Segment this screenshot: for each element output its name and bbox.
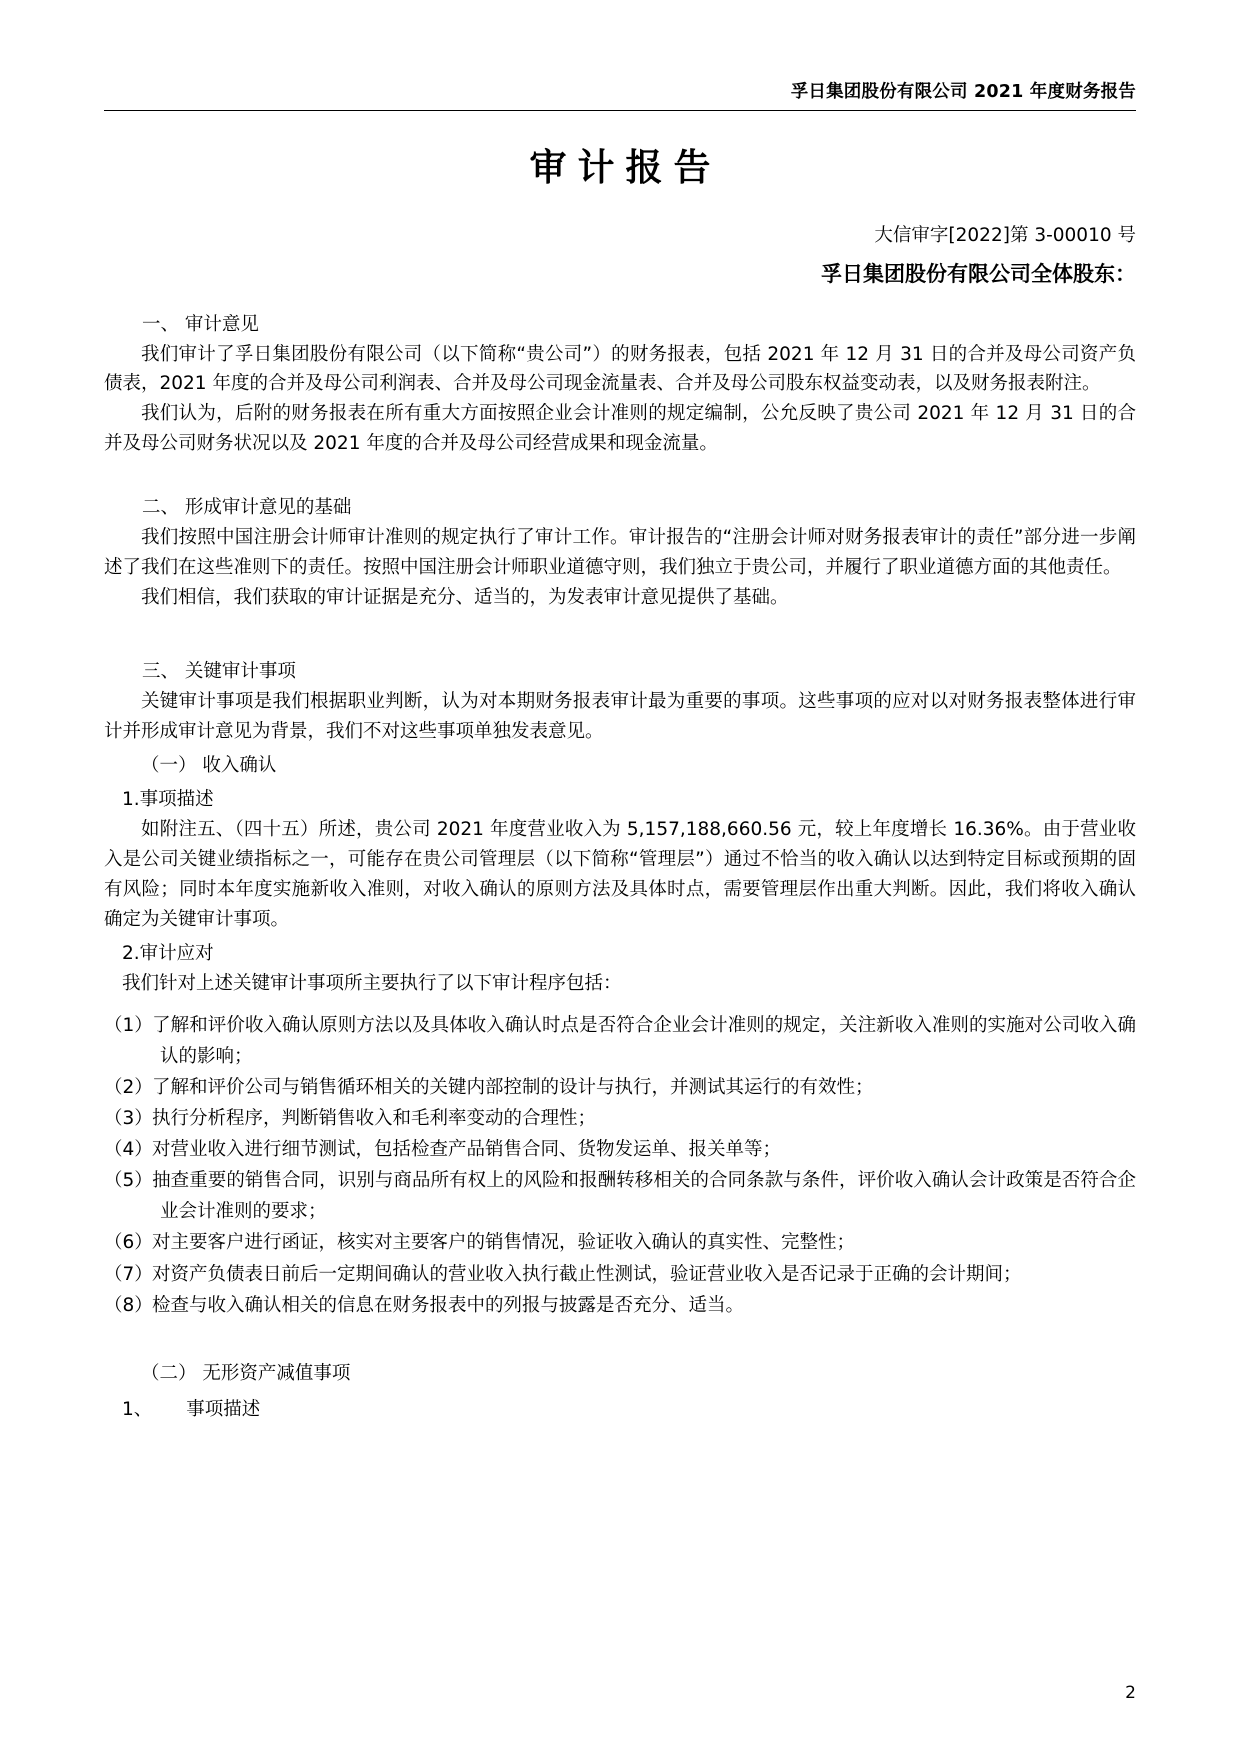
list-item-index: （7） [104, 1263, 153, 1285]
list-item-text: 检查与收入确认相关的信息在财务报表中的列报与披露是否充分、适当。 [152, 1294, 745, 1316]
list-item-index: （3） [104, 1108, 153, 1130]
matter-two-description-heading [104, 1395, 1136, 1425]
list-item-text: 对营业收入进行细节测试，包括检查产品销售合同、货物发运单、报关单等； [152, 1139, 782, 1161]
list-item-index: （1） [104, 1014, 153, 1036]
audit-procedure-list [104, 1010, 1136, 1321]
opinion-basis-paragraph-1: 我们按照中国注册会计师审计准则的规定执行了审计工作。审计报告的“注册会计师对财务报表审计的责任”部分进一步阐述了我们在这些准则下的责任。按照中国注册会计师职业道德守则，我们独立于贵公司，并履行了职业道德方面的其他责任。 [104, 527, 1136, 579]
section-spacer [104, 1321, 1136, 1355]
audit-opinion-paragraph-1: 我们审计了孚日集团股份有限公司（以下简称“贵公司”）的财务报表，包括 2021 年 12 月 31 日的合并及母公司资产负债表，2021 年度的合并及母公司利润表、合并及母公司现金流量表、合并及母公司股东权益变动表，以及财务报表附注。 [104, 343, 1136, 395]
matter-one-heading: （一） 收入确认 [141, 755, 277, 777]
opinion-basis-paragraph-2: 我们相信，我们获取的审计证据是充分、适当的，为发表审计意见提供了基础。 [141, 587, 789, 609]
page-title: 审计报告 [529, 146, 722, 189]
page-content [104, 0, 1136, 1425]
list-item-text: 对资产负债表日前后一定期间确认的营业收入执行截止性测试，验证营业收入是否记录于正确的会计期间； [152, 1263, 1022, 1285]
list-item [104, 1165, 1136, 1227]
list-item [104, 1103, 1136, 1134]
section-heading-opinion-basis: 二、 形成审计意见的基础 [142, 497, 352, 519]
list-item-text: 执行分析程序，判断销售收入和毛利率变动的合理性； [152, 1108, 597, 1130]
list-spacer [104, 999, 1136, 1010]
document-number: 大信审字[2022]第 3-00010 号 [874, 225, 1136, 247]
matter-two-description-number: 1、 [122, 1398, 153, 1420]
matter-one-response-heading: 2.审计应对 [122, 942, 214, 964]
list-item-index: （2） [104, 1077, 153, 1099]
matter-two-description-label: 事项描述 [186, 1398, 261, 1420]
list-item [104, 1072, 1136, 1103]
list-item [104, 1010, 1136, 1072]
list-item [104, 1227, 1136, 1258]
addressee-line: 孚日集团股份有限公司全体股东： [821, 262, 1136, 287]
list-item-text: 对主要客户进行函证，核实对主要客户的销售情况，验证收入确认的真实性、完整性； [152, 1232, 856, 1254]
list-item [104, 1290, 1136, 1321]
list-item [104, 1134, 1136, 1165]
audit-opinion-paragraph-2: 我们认为，后附的财务报表在所有重大方面按照企业会计准则的规定编制，公允反映了贵公司 2021 年 12 月 31 日的合并及母公司财务状况以及 2021 年度的合并及母公司经营成果和现金流量。 [104, 403, 1136, 455]
list-item-index: （8） [104, 1294, 153, 1316]
list-item-index: （4） [104, 1139, 153, 1161]
list-item-index: （6） [104, 1232, 153, 1254]
matter-one-description-body: 如附注五、（四十五）所述，贵公司 2021 年度营业收入为 5,157,188,660.56 元，较上年度增长 16.36%。由于营业收入是公司关键业绩指标之一，可能存在贵公司管理层（以下简称“管理层”）通过不恰当的收入确认以达到特定目标或预期的固有风险；同时本年度实施新收入准则，对收入确认的原则方法及具体时点，需要管理层作出重大判断。因此，我们将收入确认确定为关键审计事项。 [104, 819, 1136, 930]
running-header: 孚日集团股份有限公司 2021 年度财务报告 [790, 82, 1136, 102]
matter-two-heading: （二） 无形资产减值事项 [141, 1362, 351, 1384]
page-number: 2 [1125, 1683, 1136, 1703]
matter-one-response-intro: 我们针对上述关键审计事项所主要执行了以下审计程序包括： [122, 972, 622, 994]
list-item-text: 抽查重要的销售合同，识别与商品所有权上的风险和报酬转移相关的合同条款与条件，评价收入确认会计政策是否符合企业会计准则的要求； [152, 1170, 1136, 1223]
list-item-index: （5） [104, 1170, 153, 1192]
list-item-text: 了解和评价收入确认原则方法以及具体收入确认时点是否符合企业会计准则的规定，关注新收入准则的实施对公司收入确认的影响； [152, 1014, 1136, 1067]
section-heading-key-audit-matters: 三、 关键审计事项 [142, 661, 296, 683]
matter-one-description-heading: 1.事项描述 [122, 789, 214, 811]
section-heading-audit-opinion: 一、 审计意见 [142, 313, 259, 335]
list-item-text: 了解和评价公司与销售循环相关的关键内部控制的设计与执行，并测试其运行的有效性； [152, 1077, 874, 1099]
list-item [104, 1259, 1136, 1290]
key-audit-matters-intro: 关键审计事项是我们根据职业判断，认为对本期财务报表审计最为重要的事项。这些事项的应对以对财务报表整体进行审计并形成审计意见为背景，我们不对这些事项单独发表意见。 [104, 691, 1136, 743]
header-divider [104, 110, 1136, 111]
